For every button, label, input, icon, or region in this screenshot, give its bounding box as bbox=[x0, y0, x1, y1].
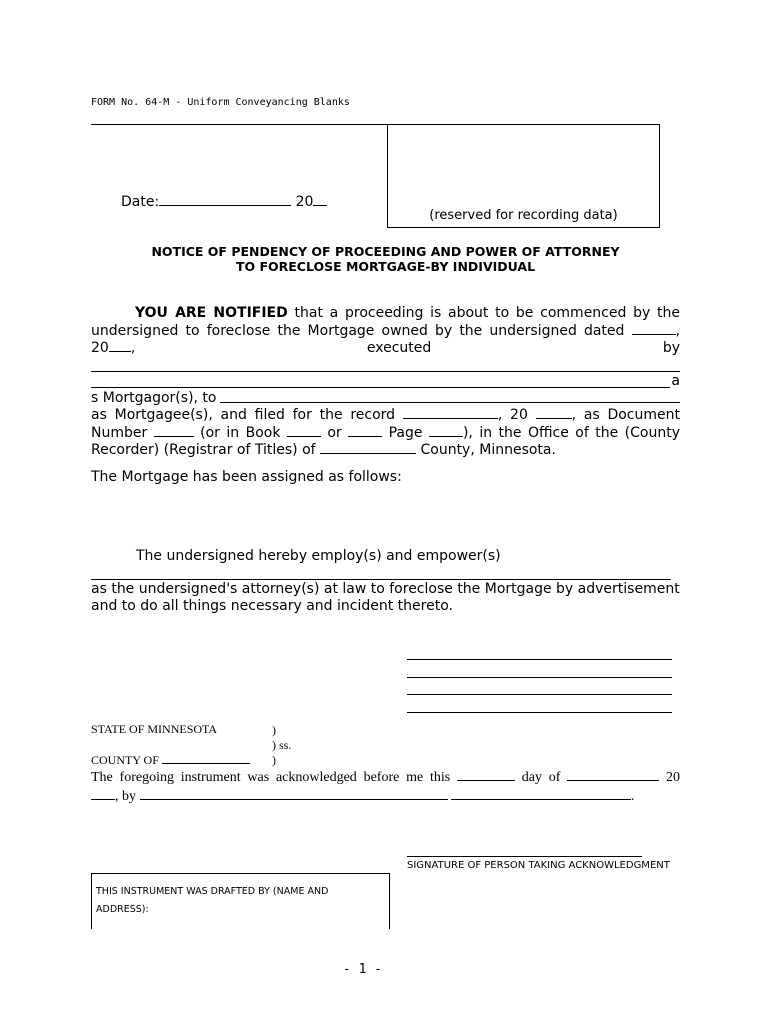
drafted-by-line-2: ADDRESS): bbox=[96, 904, 149, 915]
notice-line-5 bbox=[91, 390, 680, 407]
dated-blank[interactable] bbox=[632, 322, 676, 335]
title-line-2: TO FORECLOSE MORTGAGE-BY INDIVIDUAL bbox=[235, 259, 536, 274]
notice-line-2: undersigned to foreclose the Mortgage owned by the undersigned dated , bbox=[91, 322, 681, 339]
header-rule bbox=[91, 124, 387, 125]
or-label: or bbox=[327, 424, 342, 441]
signature-line-2[interactable] bbox=[407, 677, 672, 678]
notice-line-2-text: undersigned to foreclose the Mortgage owned by the undersigned dated bbox=[91, 322, 625, 339]
county-blank[interactable] bbox=[320, 441, 416, 454]
record-year-label: , 20 bbox=[497, 407, 528, 423]
signature-line-1[interactable] bbox=[407, 659, 672, 660]
recording-data-box bbox=[387, 124, 660, 228]
notice-line-8 bbox=[91, 441, 680, 459]
ack-line-1 bbox=[91, 768, 680, 787]
notice-line-7 bbox=[91, 424, 680, 442]
county-line bbox=[91, 753, 250, 768]
a-label: a bbox=[671, 373, 680, 389]
mortgagee-name-blank[interactable] bbox=[220, 402, 680, 403]
ack-name-blank-1[interactable] bbox=[140, 787, 448, 800]
office-label: ), in the Office of the (County bbox=[462, 424, 680, 441]
notice-line-3: 20 , executed by bbox=[91, 340, 681, 356]
ack-day-blank[interactable] bbox=[457, 768, 515, 781]
venue-paren-2: ) bbox=[272, 753, 276, 767]
ack-text-a: The foregoing instrument was acknowledged before me this bbox=[91, 770, 451, 785]
attorney-paragraph bbox=[91, 581, 680, 615]
mortgagor-label: s Mortgagor(s), to bbox=[91, 389, 217, 406]
ack-text-c: 20 bbox=[666, 770, 681, 785]
book-blank[interactable] bbox=[287, 424, 321, 437]
ack-year-blank[interactable] bbox=[91, 787, 115, 800]
mortgagee-label: as Mortgagee(s), and filed for the record bbox=[91, 407, 396, 423]
you-are-notified: YOU ARE NOTIFIED bbox=[135, 305, 288, 321]
document-number-blank[interactable] bbox=[154, 424, 194, 437]
page-prefix-blank[interactable] bbox=[348, 424, 382, 437]
attorney-line-2: and to do all things necessary and incident thereto. bbox=[91, 598, 453, 614]
date-line bbox=[121, 193, 327, 210]
assigned-text: The Mortgage has been assigned as follows: bbox=[91, 469, 402, 485]
executed-label: executed bbox=[366, 340, 432, 356]
page-label: Page bbox=[388, 424, 423, 441]
number-label: Number bbox=[91, 424, 148, 441]
form-label: FORM No. 64-M - Uniform Conveyancing Blanks bbox=[91, 97, 350, 108]
drafted-by-label bbox=[96, 883, 328, 919]
date-year-prefix: 20 bbox=[295, 194, 314, 210]
year-label: 20 bbox=[91, 340, 109, 356]
record-date-blank[interactable] bbox=[403, 406, 498, 419]
notice-line-1 bbox=[91, 305, 680, 322]
employ-text: The undersigned hereby employ(s) and empower(s) bbox=[136, 548, 501, 564]
state-label: STATE OF MINNESOTA bbox=[91, 722, 218, 736]
ack-month-blank[interactable] bbox=[567, 768, 659, 781]
page-number: - 1 - bbox=[342, 962, 383, 977]
date-label: Date: bbox=[121, 194, 160, 210]
grantor-blank-line-2[interactable] bbox=[91, 387, 670, 388]
attorney-name-blank[interactable] bbox=[91, 579, 671, 580]
county-of-blank[interactable] bbox=[162, 753, 250, 764]
ack-line-2 bbox=[91, 787, 680, 806]
title-line-1: NOTICE OF PENDENCY OF PROCEEDING AND POWER OF ATTORNEY bbox=[151, 244, 620, 259]
ack-text-d: , by bbox=[115, 789, 136, 804]
as-document-label: , as Document bbox=[571, 407, 680, 423]
notary-signature-line[interactable] bbox=[407, 856, 642, 857]
signature-label: SIGNATURE OF PERSON TAKING ACKNOWLEDGMENT bbox=[407, 860, 670, 871]
grantor-blank-line-1[interactable] bbox=[91, 371, 680, 372]
book-label: (or in Book bbox=[200, 424, 281, 441]
attorney-line-1: as the undersigned's attorney(s) at law to foreclose the Mortgage by advertisement bbox=[91, 581, 680, 597]
date-blank[interactable] bbox=[159, 193, 291, 206]
page-blank[interactable] bbox=[429, 424, 463, 437]
year-blank[interactable] bbox=[109, 339, 131, 352]
date-year-blank[interactable] bbox=[313, 193, 327, 206]
signature-line-3[interactable] bbox=[407, 694, 672, 695]
ack-text-b: day of bbox=[521, 770, 561, 785]
drafted-by-box bbox=[91, 873, 390, 929]
acknowledgment-sentence bbox=[91, 768, 680, 806]
drafted-by-line-1: THIS INSTRUMENT WAS DRAFTED BY (NAME AND bbox=[96, 886, 329, 897]
record-year-blank[interactable] bbox=[536, 406, 572, 419]
venue-ss: ) ss. bbox=[272, 738, 292, 752]
ack-end: . bbox=[631, 789, 635, 804]
document-title bbox=[91, 244, 680, 274]
venue-paren-1: ) bbox=[272, 723, 276, 737]
county-label: COUNTY OF bbox=[91, 753, 159, 767]
notice-paragraph bbox=[91, 305, 680, 459]
by-label: by bbox=[662, 340, 681, 356]
notice-line-6 bbox=[91, 406, 680, 424]
signature-line-4[interactable] bbox=[407, 712, 672, 713]
recording-caption: (reserved for recording data) bbox=[429, 208, 618, 223]
county-minnesota-label: County, Minnesota. bbox=[420, 442, 556, 458]
ack-name-blank-2[interactable] bbox=[451, 787, 631, 800]
notice-line-1-text: that a proceeding is about to be commenced by the bbox=[294, 305, 681, 321]
recorder-label: Recorder) (Registrar of Titles) of bbox=[91, 442, 316, 458]
